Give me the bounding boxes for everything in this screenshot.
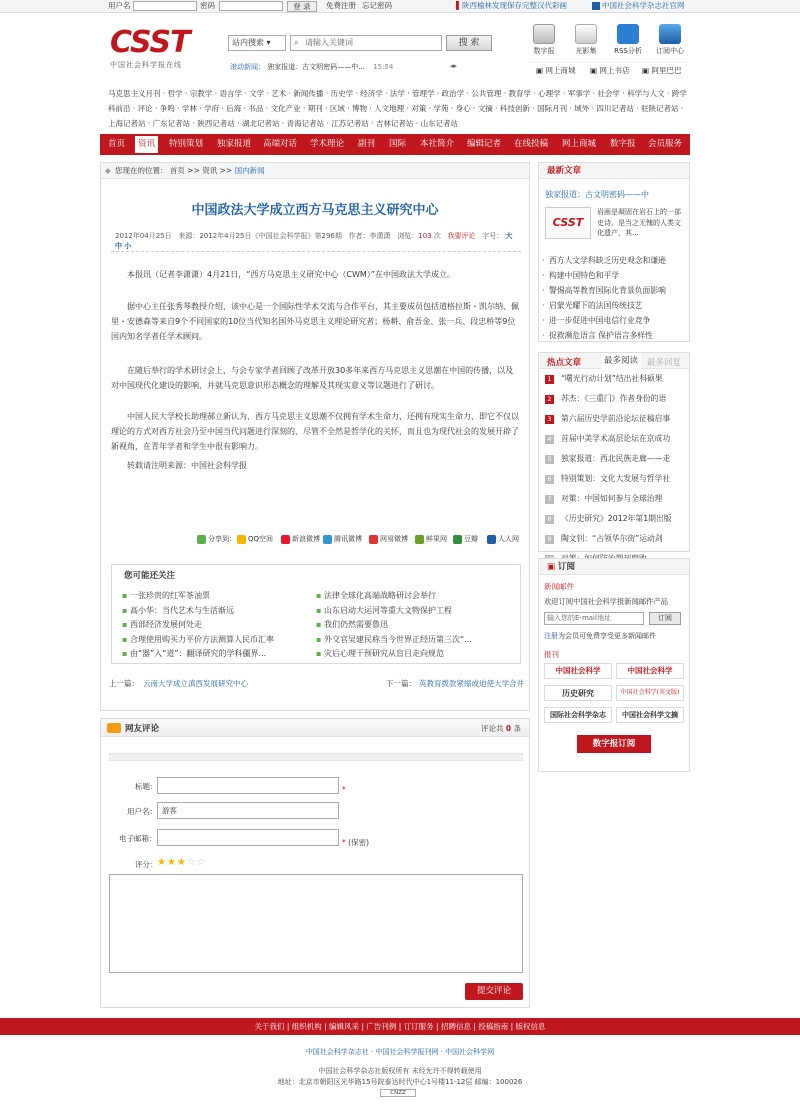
top-link-bookstore[interactable]: ▣ 网上书店 — [590, 66, 630, 75]
nav-about[interactable]: 本社简介 — [420, 139, 455, 149]
flag-icon — [592, 2, 600, 10]
rss-shortcut[interactable]: RSS分析 — [608, 24, 648, 56]
nav-editors[interactable]: 编辑记者 — [467, 139, 502, 149]
top-bar — [0, 0, 800, 13]
rss-icon — [617, 24, 639, 44]
article-paragraph: 转载请注明来源：中国社会科学报 — [127, 461, 247, 470]
hot-item[interactable]: 5 独家报道：西北民族走廊——走 — [539, 449, 689, 469]
related-right-list — [316, 589, 516, 662]
comment-username-input[interactable]: 游客 — [157, 802, 339, 819]
hot-list — [539, 369, 689, 569]
subscribe-button[interactable]: 订阅 — [649, 612, 681, 625]
mail-desc: 欢迎订阅中国社会科学报新闻邮件产品 — [544, 597, 669, 606]
xianguo-icon — [415, 535, 424, 544]
share-sina[interactable]: 新浪微博 — [281, 533, 320, 545]
related-articles — [111, 564, 521, 664]
share-renren[interactable]: 人人网 — [487, 533, 519, 545]
hot-tabs — [539, 353, 689, 369]
digital-subscribe-button[interactable]: 数字报订阅 — [577, 735, 651, 753]
paper-title: 报刊 — [544, 650, 559, 659]
logo-text: CSST — [110, 25, 190, 60]
rolling-news — [230, 62, 470, 72]
latest-item[interactable]: · 捉救濒危语言 保护语言多样性 — [539, 328, 689, 343]
comment-title-input[interactable] — [157, 777, 339, 794]
pub-link[interactable]: 历史研究 — [544, 685, 612, 701]
article-paragraph: 在随后举行的学术研讨会上，与会专家学者回顾了改革开放30多年来西方马克思主义思潮在中国的传播，以及对中国现代化建设的影响，并就马克思意识形态概念的理解及其现实意义等议题进行了研讨。 — [111, 366, 514, 390]
breadcrumb-current[interactable]: 国内新闻 — [234, 166, 265, 175]
cnzz-badge[interactable]: CNZZ — [380, 1089, 416, 1097]
related-link[interactable]: ▪ 合理使用购买力平价方法测算人民币汇率 — [122, 634, 274, 644]
comment-panel: 网友评论 评论共 0 条 标题： * 用户名： 游客 电子邮箱： * (保密) 评分： ★★★☆☆ 提交评论 — [100, 718, 530, 1008]
share-icon — [197, 535, 206, 544]
top-link-alibaba[interactable]: ▣ 阿里巴巴 — [642, 66, 682, 75]
tencent-icon — [323, 535, 332, 544]
nav-news[interactable]: 资讯 — [135, 136, 158, 153]
hot-item[interactable]: 9 陶文钊：“占领华尔街”运动剑 — [539, 529, 689, 549]
nav-dialogue[interactable]: 高端对话 — [263, 139, 298, 149]
tab-hot[interactable]: 热点文章 — [547, 358, 582, 368]
breadcrumb-home[interactable]: 首页 — [169, 166, 185, 175]
breadcrumb: ◆ 您现在的位置： 首页 >> 资讯 >> 国内新闻 — [101, 163, 529, 179]
hot-item[interactable]: 8 《历史研究》2012年第1期出版 — [539, 509, 689, 529]
share-netease[interactable]: 网易微博 — [369, 533, 408, 545]
nav-supplement[interactable]: 副刊 — [358, 139, 376, 149]
related-left-list — [122, 589, 322, 662]
hot-item[interactable]: 3 第六届历史学前沿论坛征稿启事 — [539, 409, 689, 429]
prev-article-link[interactable]: 云南大学成立滇西发展研究中心 — [143, 679, 248, 688]
related-link[interactable]: ▪ 法律全球化高端战略研讨会举行 — [316, 591, 436, 600]
share-xianguo[interactable]: 鲜果网 — [415, 533, 447, 545]
related-link[interactable]: ▪ 山东启动大运河等重大文物保护工程 — [316, 605, 452, 615]
nav-special[interactable]: 特别策划 — [169, 139, 204, 149]
article-author: 作者：李潇潇 — [348, 232, 391, 240]
douban-icon — [453, 535, 462, 544]
article-meta: 2012年04月25日 来源：2012年4月25日《中国社会科学报》第296期 作者：李潇潇 浏览：103 次 我要评论 字号： 大 中 小 — [115, 232, 513, 250]
password-input[interactable] — [219, 1, 283, 11]
article-source: 来源：2012年4月25日《中国社会科学报》第296期 — [178, 232, 342, 240]
newspaper-icon — [533, 24, 555, 44]
logo-subtitle: 中国社会科学报在线 — [110, 61, 182, 69]
hot-item[interactable]: 6 特别策划：文化大发展与哲学社 — [539, 469, 689, 489]
footer-address: 地址：北京市朝阳区光华路15号院泰达时代中心1号楼11-12层 邮编：100026 — [277, 1078, 523, 1086]
subscribe-icon: ▣ — [547, 562, 556, 572]
rating-stars[interactable]: ★★★☆☆ — [157, 857, 207, 868]
comment-link[interactable]: 我要评论 — [447, 232, 476, 240]
register-note: 注册为会员可免费享受更多新闻邮件 — [544, 632, 656, 640]
comment-icon — [107, 723, 121, 733]
divider — [111, 251, 521, 252]
font-small-button[interactable]: 小 — [124, 242, 132, 250]
subscribe-box — [538, 558, 690, 772]
nav-submit[interactable]: 在线投稿 — [514, 139, 549, 149]
footer-links[interactable]: 中国社会科学杂志社 · 中国社会科学报刊网 · 中国社会科学网 — [305, 1048, 495, 1056]
username-input[interactable] — [133, 1, 197, 11]
article-views: 103 — [418, 232, 432, 240]
latest-heading: 最新文章 — [539, 163, 689, 179]
search-button[interactable]: 搜 索 — [446, 35, 492, 51]
netease-icon — [369, 535, 378, 544]
share-douban[interactable]: 豆瓣 — [453, 533, 478, 545]
digital-paper-shortcut[interactable]: 数字报 — [524, 24, 564, 56]
site-link[interactable]: 中国社会科学杂志社官网 — [602, 1, 685, 10]
pub-link[interactable]: 中国社会科学文摘 — [616, 707, 684, 723]
latest-feature-thumbnail[interactable]: CSST — [545, 207, 591, 239]
password-label: 密码 — [200, 1, 215, 10]
comment-title: 网友评论 — [125, 724, 160, 734]
latest-item[interactable]: · 构建中国特色和平学 — [539, 268, 689, 283]
forgot-password-link[interactable]: 忘记密码 — [362, 1, 392, 10]
nav-exclusive[interactable]: 独家报道 — [217, 139, 252, 149]
nav-international[interactable]: 国际 — [389, 139, 407, 149]
nav-theory[interactable]: 学术理论 — [310, 139, 345, 149]
rolling-arrows-icon[interactable]: ◂▸ — [450, 62, 458, 70]
register-link[interactable]: 免费注册 — [326, 1, 356, 10]
pub-link[interactable]: 国际社会科学杂志 — [544, 707, 612, 723]
next-article-link[interactable]: 英教育拨款紧缩或迫使大学合并 — [419, 679, 524, 688]
subscribe-shortcut[interactable]: 订阅中心 — [650, 24, 690, 56]
photo-icon — [575, 24, 597, 44]
search-icon: ⌕ — [294, 38, 299, 47]
register-link[interactable]: 注册 — [544, 632, 558, 640]
comment-textarea[interactable] — [109, 874, 523, 973]
share-tencent[interactable]: 腾讯微博 — [323, 533, 362, 545]
rolling-time: 15:54 — [373, 63, 394, 71]
font-large-button[interactable]: 大 — [505, 232, 513, 240]
submit-comment-button[interactable]: 提交评论 — [465, 983, 523, 1000]
news-bullet-icon: ▌ — [456, 1, 462, 10]
renren-icon — [487, 535, 496, 544]
pub-link[interactable]: 中国社会科学 — [616, 663, 684, 679]
latest-item[interactable]: · 启蒙光耀下的法国传统技艺 — [539, 298, 689, 313]
nav-member[interactable]: 会员服务 — [648, 139, 683, 149]
font-medium-button[interactable]: 中 — [115, 242, 122, 250]
hot-item[interactable]: 2 苏杰：《三重门》作者身份的语 — [539, 389, 689, 409]
tab-most-read[interactable]: 最多阅读 — [601, 353, 641, 369]
pub-link[interactable]: 中国社会科学 — [544, 663, 612, 679]
footer-nav[interactable]: 关于我们 | 组织机构 | 编辑风采 | 广告刊例 | 订订服务 | 招聘信息 | 投稿指南 | 版权信息 — [0, 1018, 800, 1035]
subscribe-email-input[interactable]: 输入您的E-mail地址 — [544, 612, 644, 625]
photo-shortcut[interactable]: 光影集 — [566, 24, 606, 56]
latest-item[interactable]: · 进一步促进中国电信行业竞争 — [539, 313, 689, 328]
location-icon: ◆ — [105, 166, 111, 175]
site-logo[interactable] — [110, 25, 190, 70]
article-paragraph: 本报讯（记者李潇潇）4月21日，“西方马克思主义研究中心（CWM）”在中国政法大学成立。 — [127, 270, 455, 279]
tab-most-reply[interactable]: 最多回复 — [647, 358, 682, 368]
mail-icon — [659, 24, 681, 44]
share-qzone[interactable]: QQ空间 — [237, 533, 273, 545]
hot-item[interactable]: 7 对策：中国如何参与全球治理 — [539, 489, 689, 509]
main-nav — [100, 134, 690, 155]
article-paragraph: 据中心主任张秀琴教授介绍，该中心是一个国际性学术交流与合作平台，其主要成员包括道格拉斯・凯尔纳、佩里・安德森等来自9个不同国家的10位当代知名国外马克思主义理论研究者；杨耕、俞吾金、张一兵、段忠桥等9位国内知名学者任学术顾问。 — [111, 302, 519, 341]
qzone-icon — [237, 535, 246, 544]
latest-list — [539, 253, 689, 343]
username-label: 用户名 — [108, 1, 131, 10]
related-link[interactable]: ▪ 高小华：当代艺术与生活渐远 — [122, 605, 234, 615]
related-link[interactable]: ▪ 由“器”入“道”：翻译研究的学科疆界... — [122, 649, 267, 659]
latest-item[interactable]: · 西方人文学科缺乏历史观念和谦逊 — [539, 253, 689, 268]
related-link[interactable]: ▪ 西部经济发展何处走 — [122, 620, 202, 630]
latest-item[interactable]: · 警惕高等教育国际化背景负面影响 — [539, 283, 689, 298]
comment-divider — [109, 753, 523, 761]
article-title: 中国政法大学成立西方马克思主义研究中心 — [191, 203, 439, 218]
nav-home[interactable]: 首页 — [108, 139, 126, 149]
nav-digital[interactable]: 数字报 — [610, 139, 636, 149]
breadcrumb-section[interactable]: 资讯 — [202, 166, 218, 175]
footer-copyright: 中国社会科学杂志社版权所有 未经允许不得转载使用 — [318, 1067, 482, 1075]
article-panel: ◆ 您现在的位置： 首页 >> 资讯 >> 国内新闻 中国政法大学成立西方马克思主义研究中心 2012年04月25日 来源：2012年4月25日《中国社会科学报》第296期 作者：李潇潇 浏览：103 次 我要评论 字号： 大 中 小 本报讯（记者李潇潇）4月21日，“西方马克思主义研究中心（CWM）”在中国政法大学成立。 据中心主任张秀琴教授介绍，该中心是一个国际性学术交流与合作平台，其主要成员包括道格拉斯・凯尔纳、佩里・安德森等来自9个不同国家的10位当代知名国外马克思主义理论研究者；杨耕、俞吾金、张一兵、段忠桥等9位国内知名学者任学术顾问。 在随后举行的学术研讨会上，与会专家学者回顾了改革开放30多年来西方马克思主义思潮在中国的传播，以及对中国现代化建设的影响，并就马克思意识形态概念的理解及其现实意义等议题进行了研讨。 中国人民大学校长助理郝立新认为，西方马克思主义思潮不仅拥有学术生命力，还拥有现实生命力，即它不仅以理论的方式对西方社会乃至中国当代问题进行深刻的、尽管不全然是哲学化的关怀，而且也为现代社会的发展开辟了新视角，在青年学者和学生中很有影响力。 转载请注明来源：中国社会科学报 分享到： QQ空间 新浪微博 腾讯微博 网易微博 鲜果网 豆瓣 人人网 您可能还关注 ▪ 一张珍贵的红军茶油票 ▪ 高小华：当代艺术与生活渐远 ▪ 西部经济发展何处走 ▪ 合理使用购买力平价方法测算人民币汇率 ▪ 由“器”入“道”：翻译研究的学科疆界... ▪ 法律全球化高端战略研讨会举行 ▪ 山东启动大运河等重大文物保护工程 ▪ 我们仍然需要鲁迅 ▪ 外交官吴建民称当今世界正经历第三次“... ▪ 灾后心理干预研究从盲目走向规范 上一篇： 云南大学成立滇西发展研究中心 下一篇： 英教育拨款紧缩或迫使大学合并 — [100, 162, 530, 711]
latest-feature-text: 岩画是凝固在岩石上的一部史诗，是当之无愧的人类文化遗产，其... — [597, 208, 681, 237]
search-input[interactable]: ⌕ 请输入关键词 — [290, 35, 442, 51]
comment-email-input[interactable] — [157, 829, 339, 846]
top-links — [528, 62, 688, 74]
hot-articles-box — [538, 352, 690, 552]
related-link[interactable]: ▪ 一张珍贵的红军茶油票 — [122, 591, 210, 600]
article-date: 2012年04月25日 — [115, 232, 172, 240]
category-nav[interactable]: 马克思主义月刊 · 哲学 · 宗教学 · 语言学 · 文学 · 艺术 · 新闻传播 · 历史学 · 经济学 · 法学 · 管理学 · 政治学 · 公共管理 · 教育学 · 心理学 · 军事学 · 社会学 · 科学与人文 · 跨学科前沿 · 评论 · 争鸣 · 学林 · 学府 · 后海 · 书品 · 文化产业 · 期刊 · 区域 · 博物 · 人文地理 · 对策 · 学苑 · 身心 · 文摘 · 科技创新 · 国际月刊 · 域外 · 四川记者站 · 驻陕记者站 · 上海记者站 · 广东记者站 · 陕西记者站 · 湖北记者站 · 青海记者站 · 江苏记者站 · 吉林记者站 · 山东记者站 — [108, 89, 687, 128]
comment-header — [101, 719, 529, 737]
top-link-mall[interactable]: ▣ 网上商城 — [536, 66, 576, 75]
rolling-item[interactable]: 独家报道：古文明密码——中... — [267, 63, 365, 71]
search-scope-select[interactable]: 站内搜索 ▾ — [228, 35, 286, 51]
latest-feature-title[interactable]: 独家报道：古文明密码——中 — [545, 190, 649, 199]
nav-mall[interactable]: 网上商城 — [562, 139, 597, 149]
related-link[interactable]: ▪ 灾后心理干预研究从盲目走向规范 — [316, 649, 444, 659]
top-news-link[interactable]: 陕西榆林发现保存完整汉代彩画 — [462, 1, 567, 10]
related-link[interactable]: ▪ 我们仍然需要鲁迅 — [316, 620, 388, 630]
related-link[interactable]: ▪ 外交官吴建民称当今世界正经历第三次“... — [316, 634, 472, 644]
latest-articles-box — [538, 162, 690, 342]
related-heading: 您可能还关注 — [124, 571, 176, 581]
subscribe-heading: ▣ 订阅 — [539, 559, 689, 575]
weibo-icon — [281, 535, 290, 544]
hot-item[interactable]: 1 “曙光行动计划”结出社科硕果 — [539, 369, 689, 389]
pub-link[interactable]: 中国社会科学(英文版) — [616, 685, 684, 701]
mail-title: 新闻邮件 — [544, 582, 574, 591]
comment-count: 评论共 0 条 — [481, 724, 521, 733]
rolling-label: 滚动新闻： — [230, 63, 265, 71]
article-paragraph: 中国人民大学校长助理郝立新认为，西方马克思主义思潮不仅拥有学术生命力，还拥有现实生命力，即它不仅以理论的方式对西方社会乃至中国当代问题进行深刻的、尽管不全然是哲学化的关怀，而且也为现代社会的发展开辟了新视角，在青年学者和学生中很有影响力。 — [111, 412, 519, 451]
hot-item[interactable]: 4 首届中美学术高层论坛在京成功 — [539, 429, 689, 449]
login-button[interactable]: 登 录 — [287, 1, 317, 12]
